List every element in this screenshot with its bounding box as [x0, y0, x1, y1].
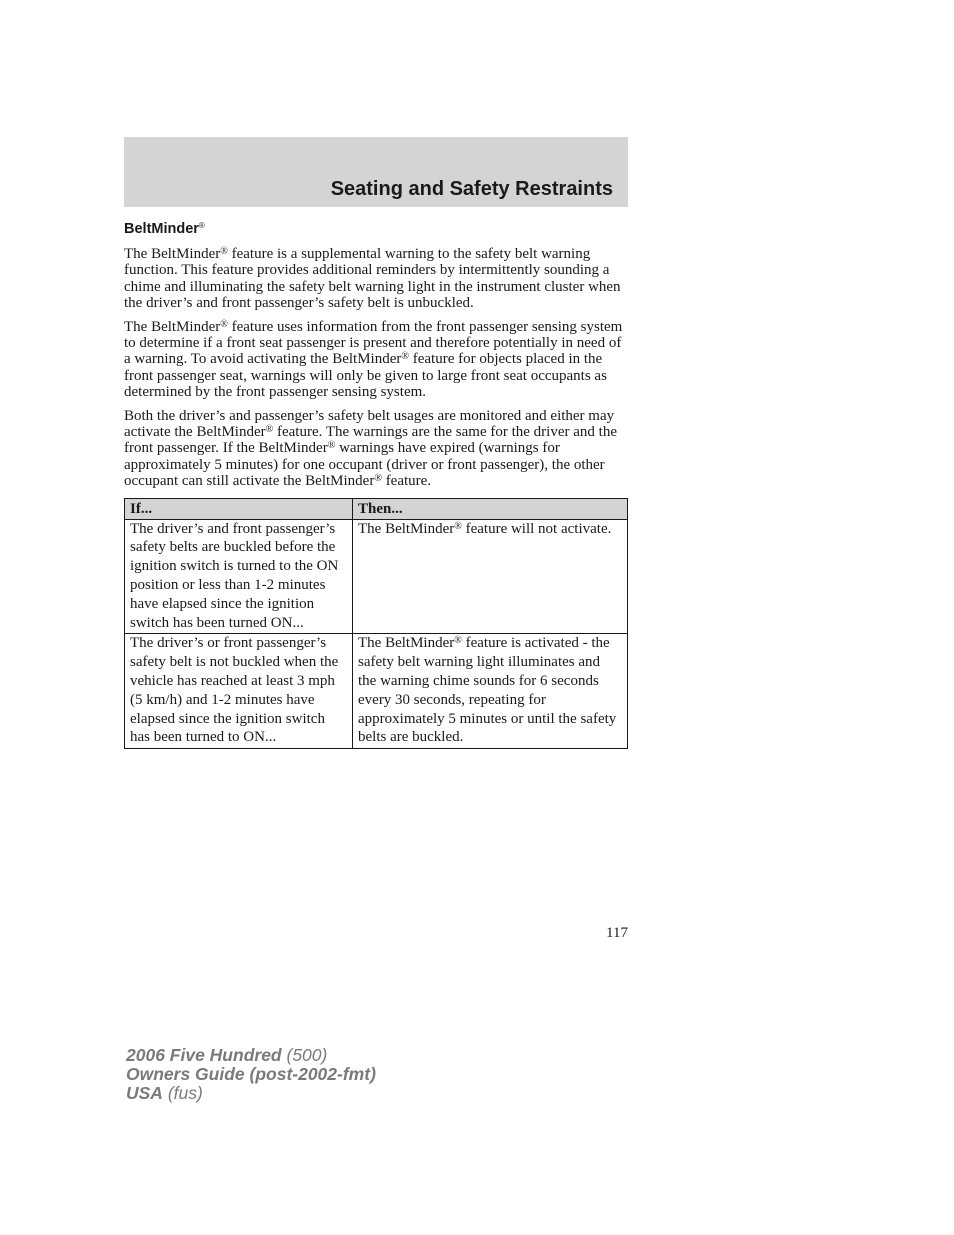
page-title: Seating and Safety Restraints	[330, 178, 613, 200]
document-footer	[126, 1046, 376, 1103]
section-heading-text: BeltMinder	[124, 221, 199, 237]
table-cell-result: The BeltMinder® feature is activated - the safety belt warning light illuminates and the warning chime sounds for 6 seconds every 30 seconds, repeating for approximately 5 minutes or until the safety belts are buckled.	[353, 634, 628, 749]
main-content	[124, 221, 628, 749]
footer-model: 2006 Five Hundred	[126, 1045, 282, 1065]
header-band	[124, 137, 628, 207]
footer-model-code: (500)	[286, 1045, 328, 1065]
paragraph: The BeltMinder® feature uses information from the front passenger sensing system to determine if a front seat passenger is present and therefore potentially in need of a warning. To avoid activating the BeltMinder® feature for objects placed in the front passenger seat, warnings will only be given to large front seat occupants as determined by the front passenger sensing system.	[124, 318, 623, 401]
footer-guide: Owners Guide (post-2002-fmt)	[126, 1064, 376, 1084]
table-cell-result: The BeltMinder® feature will not activate.	[353, 519, 628, 634]
table-cell-condition: The driver’s and front passenger’s safety belts are buckled before the ignition switch is turned to the ON position or less than 1-2 minutes have elapsed since the ignition switch has been turned ON...	[125, 519, 353, 634]
footer-market: USA	[126, 1083, 163, 1103]
footer-line	[126, 1084, 376, 1103]
table-row	[125, 519, 628, 634]
footer-line	[126, 1065, 376, 1084]
table-header-row	[125, 498, 628, 519]
column-header-if: If...	[125, 498, 353, 519]
paragraph: Both the driver’s and passenger’s safety belt usages are monitored and either may activate the BeltMinder® feature. The warnings are the same for the driver and the front passenger. If the BeltMinder® warnings have expired (warnings for approximately 5 minutes) for one occupant (driver or front passenger), the other occupant can still activate the BeltMinder® feature.	[124, 407, 617, 490]
table-row	[125, 634, 628, 749]
beltminder-table	[124, 498, 628, 750]
section-heading	[124, 221, 628, 237]
registered-mark: ®	[198, 221, 205, 230]
paragraph: The BeltMinder® feature is a supplemental warning to the safety belt warning function. This feature provides additional reminders by intermittently sounding a chime and illuminating the safety belt warning light in the instrument cluster when the driver’s and front passenger’s safety belt is unbuckled.	[124, 246, 621, 312]
column-header-then: Then...	[353, 498, 628, 519]
footer-market-code: (fus)	[167, 1083, 203, 1103]
footer-line	[126, 1046, 376, 1065]
page-number: 117	[606, 925, 628, 941]
table-cell-condition: The driver’s or front passenger’s safety belt is not buckled when the vehicle has reached at least 3 mph (5 km/h) and 1-2 minutes have elapsed since the ignition switch has been turned to ON...	[125, 634, 353, 749]
